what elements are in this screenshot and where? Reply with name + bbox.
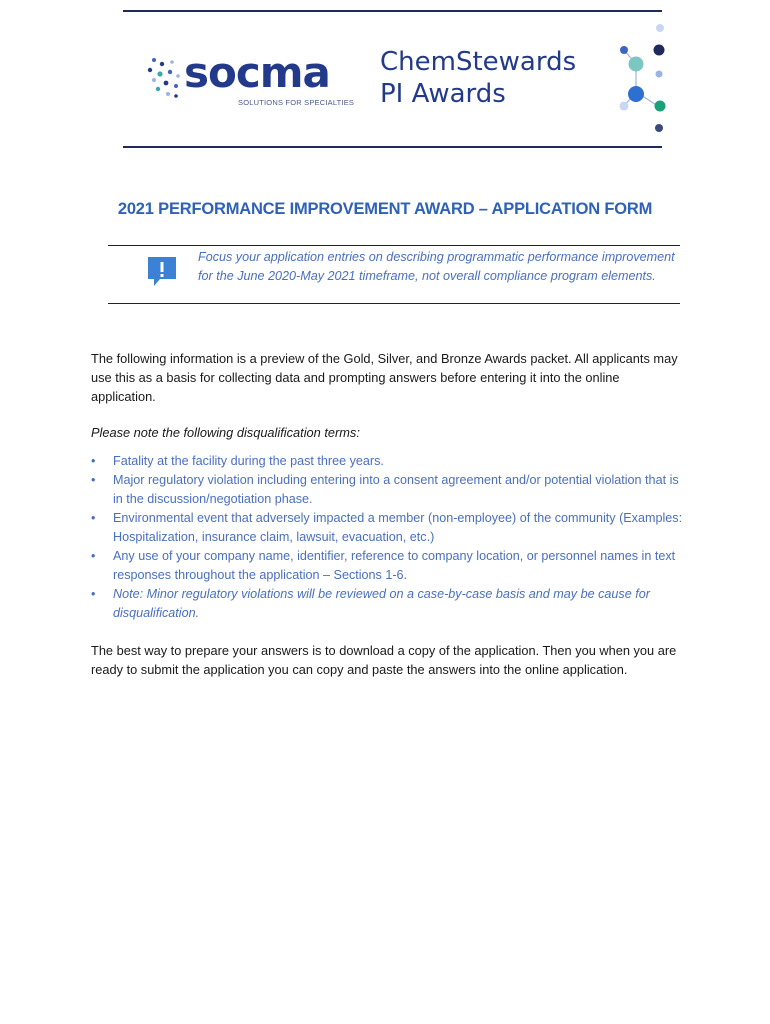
bullet-icon: •: [91, 549, 96, 563]
list-item: [91, 547, 691, 585]
bullet-icon: •: [91, 473, 96, 487]
socma-logo: [146, 48, 355, 112]
bullet-icon: •: [91, 511, 96, 525]
list-item: [91, 585, 691, 623]
list-item-text: Note: Minor regulatory violations will be reviewed on a case-by-case basis and may be cause for disqualification.: [113, 587, 650, 620]
list-item-text: Fatality at the facility during the past three years.: [113, 454, 384, 468]
header-bottom-rule: [123, 146, 662, 148]
callout-top-rule: [108, 245, 680, 246]
list-item-text: Major regulatory violation including entering into a consent agreement and/or potential violation that is in the discussion/negotiation phase.: [113, 473, 679, 506]
callout-text: Focus your application entries on describing programmatic performance improvement for the June 2020-May 2021 timeframe, not overall compliance program elements.: [198, 250, 675, 283]
bullet-icon: •: [91, 454, 96, 468]
list-item-text: Any use of your company name, identifier, reference to company location, or personnel names in text responses throughout the application – Sections 1-6.: [113, 549, 676, 582]
socma-dots-icon: [146, 56, 182, 100]
disqualification-heading: Please note the following disqualification terms:: [91, 425, 360, 440]
socma-tagline: SOLUTIONS FOR SPECIALTIES: [238, 98, 355, 107]
exclamation-speech-bubble-icon: [146, 255, 178, 287]
disqualification-list: [91, 452, 691, 623]
list-item: [91, 471, 691, 509]
program-title-line1: ChemStewards: [380, 47, 577, 77]
socma-wordmark: socma: [184, 48, 330, 97]
program-title: [380, 46, 576, 110]
form-title: 2021 PERFORMANCE IMPROVEMENT AWARD – APPLICATION FORM: [117, 200, 653, 218]
molecule-icon: [610, 20, 666, 136]
list-item: [91, 452, 691, 471]
list-item-text: Environmental event that adversely impacted a member (non-employee) of the community (Examples: Hospitalization, insurance claim, lawsuit, evacuation, etc.): [113, 511, 683, 544]
bullet-icon: •: [91, 587, 96, 601]
intro-paragraph: The following information is a preview of the Gold, Silver, and Bronze Awards packet. All applicants may use this as a basis for collecting data and prompting answers before entering it into the online application.: [91, 351, 678, 404]
list-item: [91, 509, 691, 547]
program-title-line2: PI Awards: [380, 79, 506, 109]
callout-bottom-rule: [108, 303, 680, 304]
header-top-rule: [123, 10, 662, 12]
closing-paragraph: The best way to prepare your answers is to download a copy of the application. Then you when you are ready to submit the application you can copy and paste the answers into the online application.: [91, 643, 677, 677]
